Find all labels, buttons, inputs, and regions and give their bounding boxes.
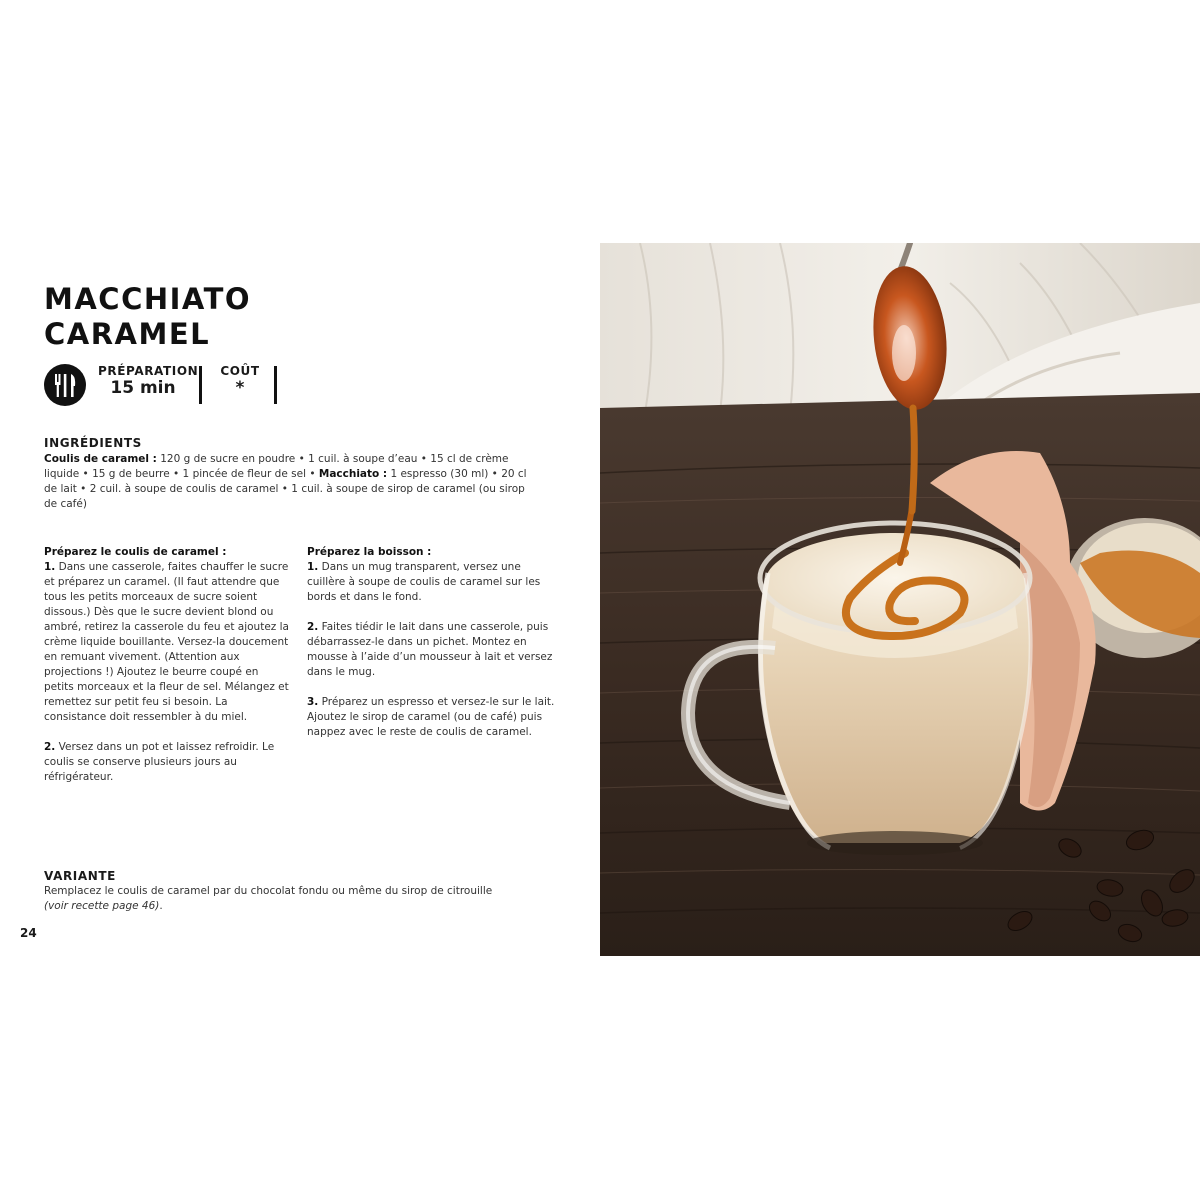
page-number: 24 [20,926,37,940]
macchiato-label: Macchiato : [318,468,388,480]
preparation-label: PRÉPARATION [98,364,199,378]
macchiato-photo [600,243,1200,956]
cost-rating [216,364,264,398]
recipe-title [44,282,251,352]
step-number: 2. [307,621,319,633]
variant-description: Remplacez le coulis de caramel par du chocolat fondu ou même du sirop de citrouille [44,885,493,897]
step-number: 2. [44,741,56,753]
coulis-steps-heading: Préparez le coulis de caramel : [44,546,227,558]
preparation-value: 15 min [110,378,176,398]
utensils-icon [44,364,86,406]
ingredients-list [44,452,534,512]
coulis-label: Coulis de caramel : [44,453,157,465]
drink-step-2 [307,620,557,680]
recipe-title-line2: CARAMEL [44,317,211,351]
step-number: 3. [307,696,319,708]
coulis-steps [44,545,289,785]
macchiato-ingredients: 1 espresso (30 ml) • 20 cl de lait • 2 cuil. à soupe de coulis de caramel • 1 cuil. à soupe de sirop de caramel (ou sirop de café) [44,468,527,510]
step-text: Dans un mug transparent, versez une cuillère à soupe de coulis de caramel sur les bords et dans le fond. [307,561,541,603]
step-text: Dans une casserole, faites chauffer le sucre et préparez un caramel. (Il faut attendre que tous les petits morceaux de sucre soient dissous.) Dès que le sucre devient blond ou ambré, retirez la casserole du feu et ajoutez la crème liquide bouillante. Versez-la doucement en remuant vivement. (Attention aux projections !) Ajoutez le beurre coupé en petits morceaux et la fleur de sel. Mélangez et remettez sur petit feu si besoin. La consistance doit ressembler à du miel. [44,561,289,723]
photo-illustration [600,243,1200,956]
step-text: Faites tiédir le lait dans une casserole, puis débarrassez-le dans un pichet. Montez en mousse à l’aide d’un mousseur à lait et versez dans le mug. [307,621,553,678]
recipe-title-line1: MACCHIATO [44,282,252,316]
meta-divider [274,366,277,404]
variant-reference: (voir recette page 46) [44,900,160,912]
drink-step-3 [307,695,557,740]
coulis-step-1 [44,560,289,725]
cost-value: * [235,378,245,398]
coulis-ingredients: 120 g de sucre en poudre • 1 cuil. à soupe d’eau • 15 cl de crème liquide • 15 g de beurre • 1 pincée de fleur de sel • [44,453,509,480]
meta-divider [199,366,202,404]
drink-steps-heading: Préparez la boisson : [307,546,432,558]
coulis-step-2 [44,740,289,785]
variant-text: Remplacez le coulis de caramel par du chocolat fondu ou même du sirop de citrouille (voir recette page 46). [44,885,493,912]
step-text: Préparez un espresso et versez-le sur le lait. Ajoutez le sirop de caramel (ou de café) puis nappez avec le reste de coulis de caramel. [307,696,555,738]
drink-steps [307,545,557,740]
ingredients-heading: INGRÉDIENTS [44,436,142,450]
preparation-time [98,364,199,398]
drink-step-1 [307,560,557,605]
cost-label: COÛT [220,364,260,378]
step-number: 1. [307,561,319,573]
variant-heading: VARIANTE [44,869,116,883]
step-number: 1. [44,561,56,573]
step-text: Versez dans un pot et laissez refroidir. Le coulis se conserve plusieurs jours au réfrigérateur. [44,741,275,783]
